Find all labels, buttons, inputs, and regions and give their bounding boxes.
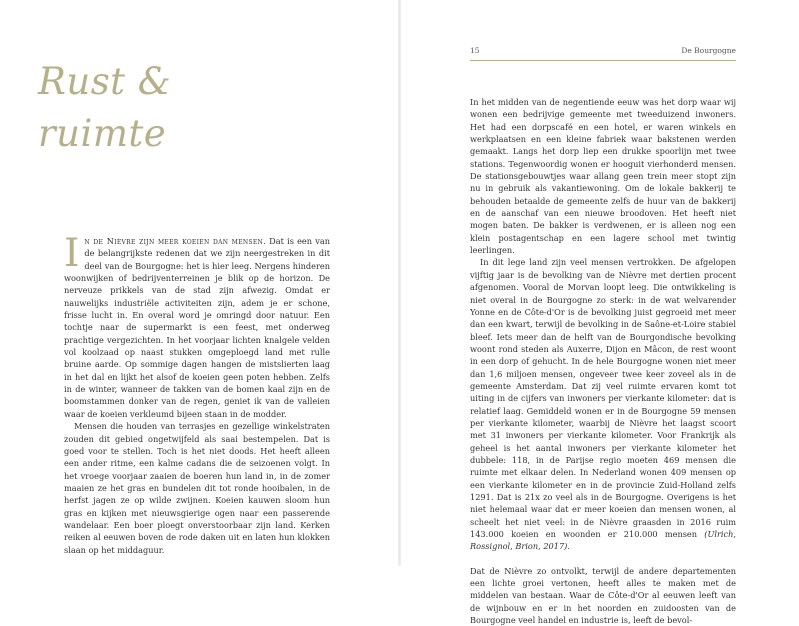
title-line-1: Rust & — [38, 60, 172, 103]
right-paragraph-2 — [470, 256, 736, 552]
right-paragraph-1: In het midden van de negentiende eeuw was het dorp waar wij wonen een bedrijvige gemeente met tweeduizend inwoners. Het had een dorpscafé en een hotel, er waren winkels en werkplaatsen en een kleine fabriek waar bakstenen werden gemaakt. Langs het dorp liep een drukke spoorlijn met twee stations. Tegenwoordig wonen er hooguit vierhonderd mensen. De stationsgebouwtjes waar allang geen trein meer stopt zijn nu in gebruik als vakantiewoning. Om de lokale bakkerij te behouden betaalde de gemeente zelfs de huur van de bakkerij en de aanschaf van een nieuwe broodoven. Het heeft niet mogen baten. De bakker is verdwenen, er is alleen nog een klein postagentschap en een lagere school met twintig leerlingen. — [470, 97, 736, 256]
title-line-2: ruimte — [38, 112, 167, 155]
running-chapter-title: De Bourgogne — [681, 46, 736, 55]
left-page — [0, 0, 399, 566]
right-page — [400, 0, 799, 626]
running-header — [470, 46, 736, 61]
citation: (Ulrich, Rossignol, Brion, 2017). — [470, 529, 736, 552]
right-body-text — [470, 96, 736, 626]
page-number: 15 — [470, 46, 480, 55]
right-paragraph-2-text: In dit lege land zijn veel mensen vertrokken. De afgelopen vijftig jaar is de bevolking van de Nièvre met dertien procent afgenomen. Vooral de Morvan loopt leeg. Die ontwikkeling is niet overal in de Bourgogne zo sterk: in de wat welvarender Yonne en de Côte-d'Or is de bevolking juist gegroeid met meer dan een kwart, terwijl de bevolking in de Saône-et-Loire stabiel bleef. Iets meer dan de helft van de Bourgondische bevolking woont rond steden als Auxerre, Dijon en Mâcon, de rest woont in een dorp of gehucht. In de hele Bourgogne wonen niet meer dan 1,6 miljoen mensen, ongeveer twee keer zoveel als in de gemeente Amsterdam. Dat zij veel ruimte ervaren komt tot uiting in de cijfers van inwoners per vierkante kilometer: dat is relatief laag. Gemiddeld wonen er in de Bourgogne 59 mensen per vierkante kilometer, waarbij de Nièvre het laagst scoort met 31 inwoners per vierkante kilometer. Voor Frankrijk als geheel is het aantal inwoners per vierkante kilometer het dubbele: 118, in de Parijse regio moeten 469 mensen die ruimte met elkaar delen. In Nederland wonen 409 mensen op een vierkante kilometer en in de provincie Zuid-Holland zelfs 1291. Dat is 21x zo veel als in de Bourgogne. Overigens is het niet helemaal waar dat er meer koeien dan mensen wonen, al scheelt het niet veel: in de Nièvre graasden in 2016 ruim 143.000 koeien en woonden er 210.000 mensen — [470, 257, 736, 540]
left-paragraph-1 — [64, 231, 330, 420]
left-body-text — [64, 231, 330, 556]
lead-in-smallcaps: n de Nièvre zijn meer koeien dan mensen. — [84, 236, 266, 246]
chapter-title — [38, 56, 171, 160]
drop-cap: I — [64, 231, 80, 276]
left-paragraph-2: Mensen die houden van terrasjes en gezellige winkelstraten zouden dit gebied ongetwijfeld als saai bestempelen. Dat is goed voor te stellen. Toch is het niet doods. Het heeft alleen een ander ritme, een kalme cadans die de seizoenen volgt. In het vroege voorjaar zaaien de boeren hun land in, in de zomer maaien ze het gras en bundelen dit tot ronde hooibalen, in de herfst jagen ze op wilde zwijnen. Koeien kauwen sloom hun gras en kijken met nieuwsgierige ogen naar een passerende wandelaar. Een boer ploegt onverstoorbaar zijn land. Kerken reiken al eeuwen boven de rode daken uit en laten hun klokken slaan op het middaguur. — [64, 421, 330, 555]
right-paragraph-3: Dat de Nièvre zo ontvolkt, terwijl de andere departementen een lichte groei vertonen, heeft alles te maken met de middelen van bestaan. Waar de Côte-d'Or al eeuwen leeft van de wijnbouw en er in het noorden en zuidoosten van de Bourgogne veel handel en industrie is, leeft de bevol- — [470, 565, 736, 626]
left-paragraph-1-rest: Dat is een van de belangrijkste redenen dat we zijn neergestreken in dit deel van de Bourgogne: het is hier leeg. Nergens hinderen woonwijken of bedrijventerreinen je blik op de horizon. De nerveuze prikkels van de stad zijn afwezig. Omdat er nauwelijks industriële activiteiten zijn, adem je er schone, frisse lucht in. En overal word je omringd door natuur. Een tochtje naar de supermarkt is een feest, met onderweg prachtige vergezichten. In het voorjaar lichten knalgele velden vol koolzaad op naast stukken omgeploegd land met rulle bruine aarde. Op sommige dagen hangen de mistslierten laag in het dal en lijkt het alsof de koeien geen poten hebben. Zelfs in de winter, wanneer de takken van de bomen kaal zijn en de boomstammen donker van de regen, geniet ik van de valleien waar de koeien verkleumd bijeen staan in de modder. — [64, 236, 330, 419]
